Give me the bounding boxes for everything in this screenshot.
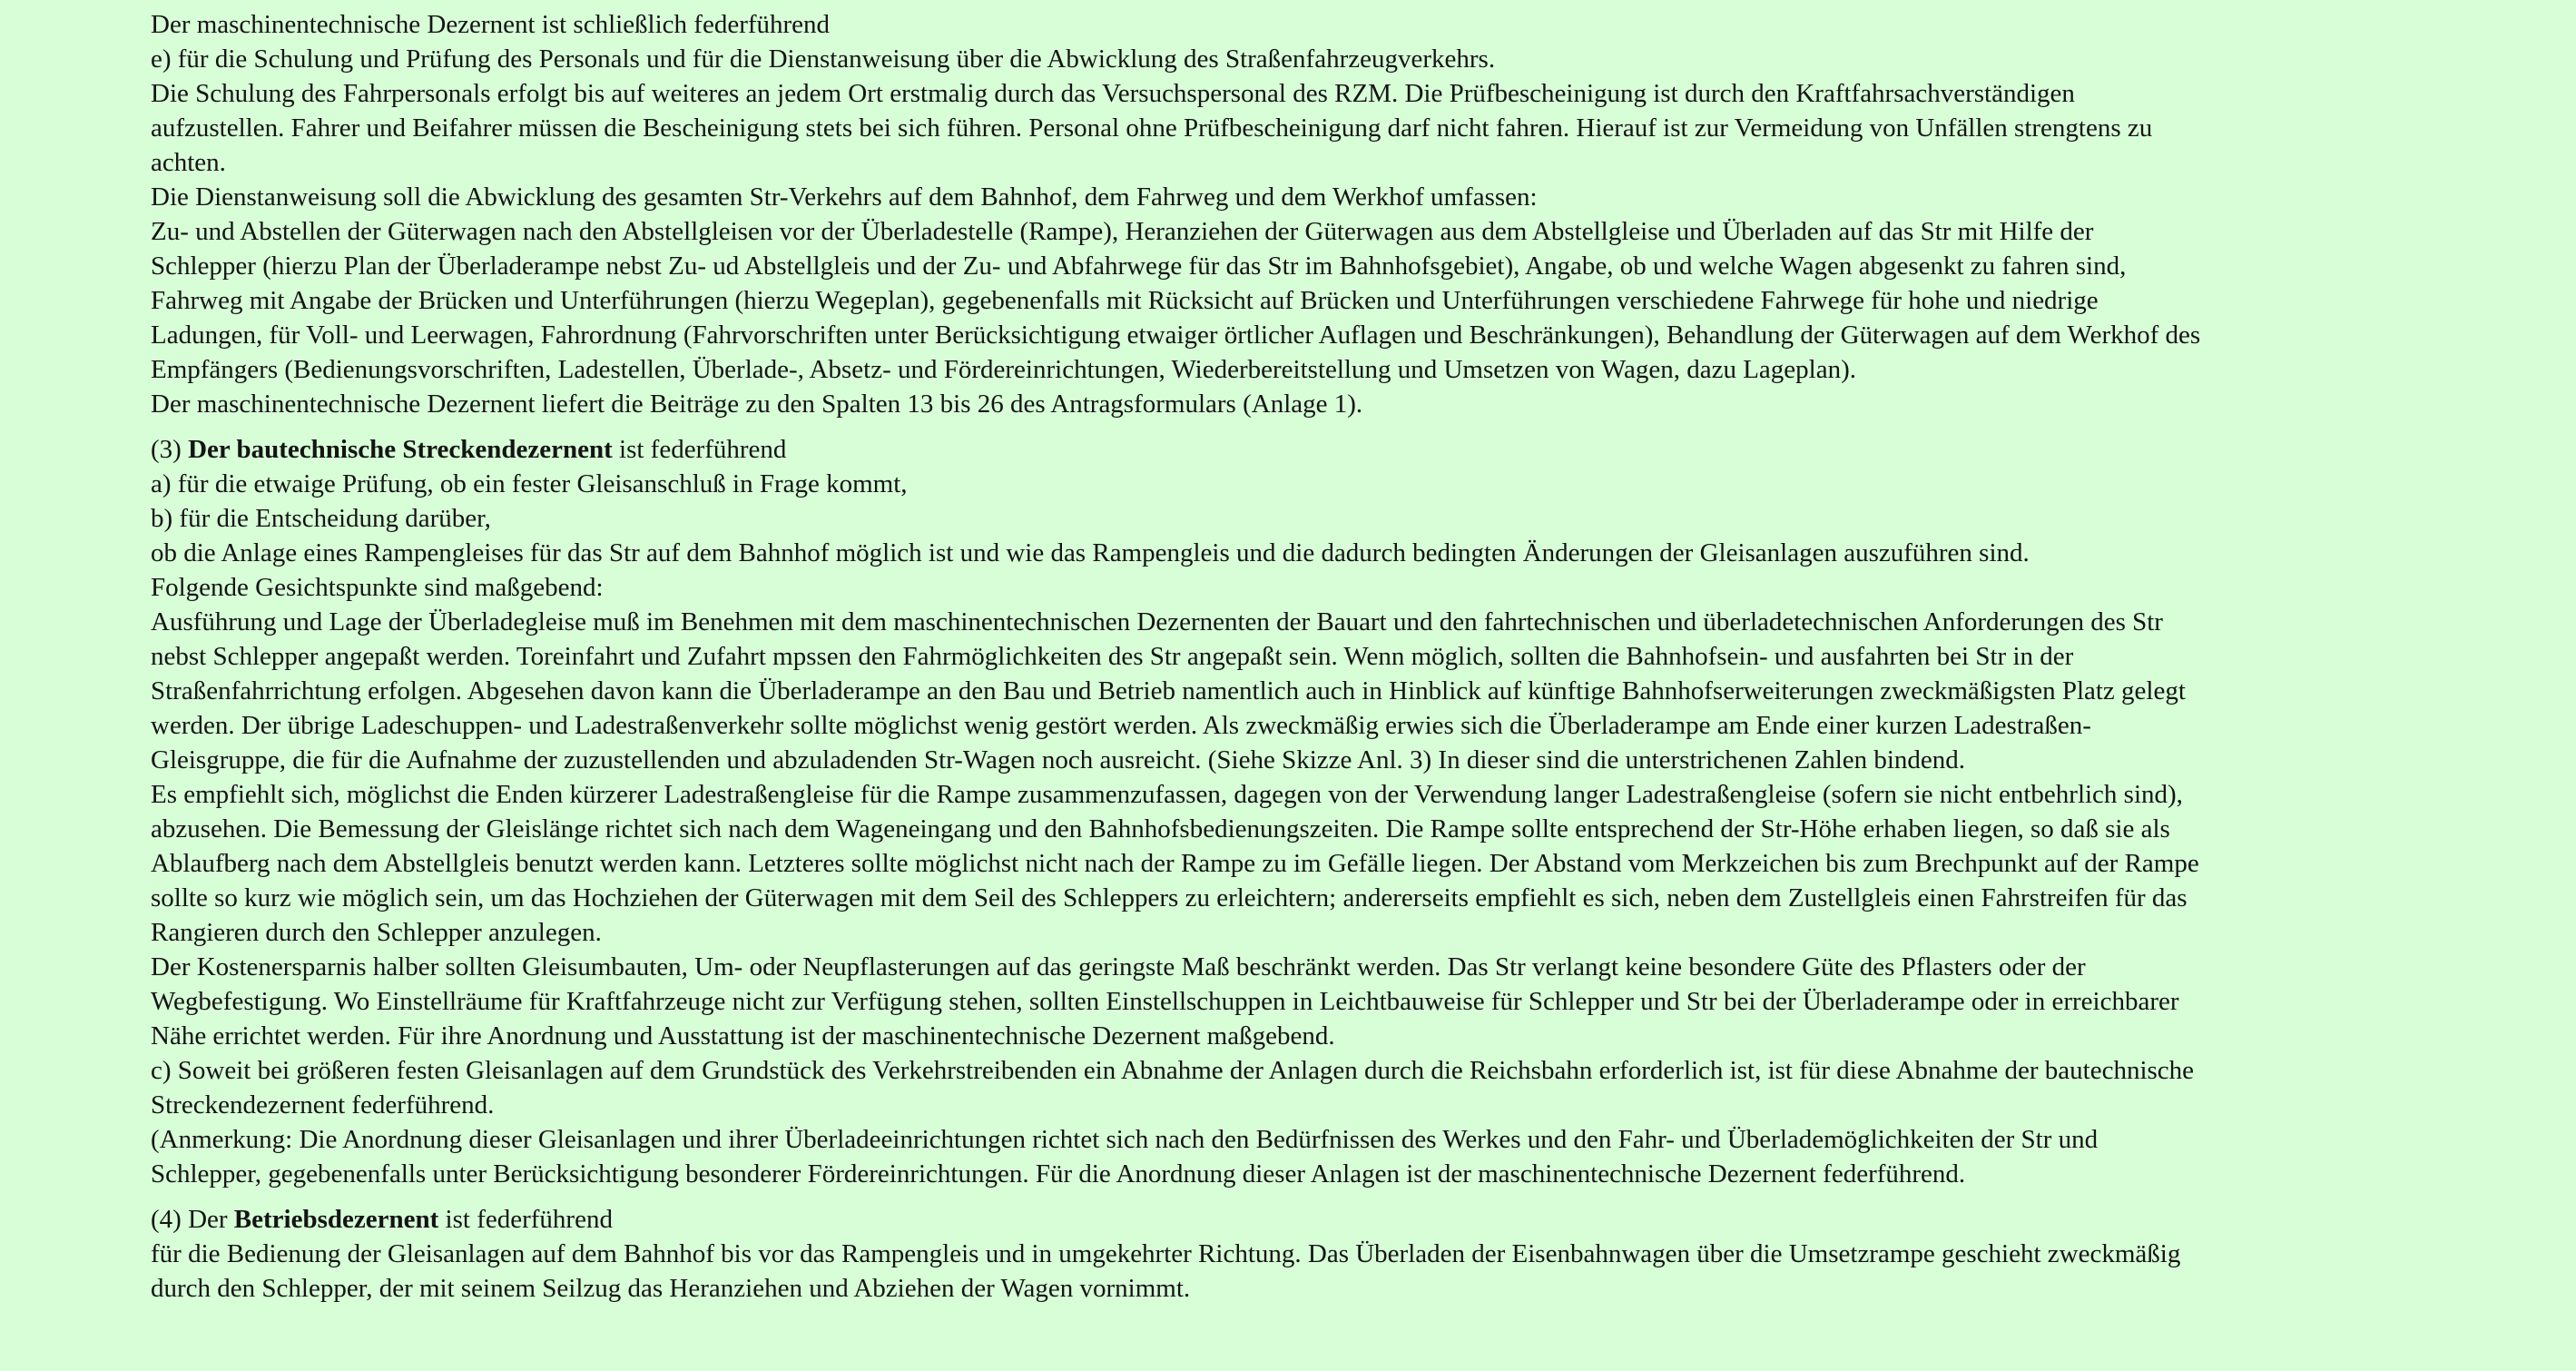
text-line: durch den Schlepper, der mit seinem Seilzug das Heranziehen und Abziehen der Wagen vornimmt. (151, 1274, 1191, 1303)
text-line: Ladungen, für Voll- und Leerwagen, Fahrordnung (Fahrvorschriften unter Berücksichtigung etwaiger örtlicher Auflagen und Beschränkungen), Behandlung der Güterwagen auf dem Werkhof des (151, 321, 2201, 350)
section-4-heading (151, 1202, 2438, 1237)
text-line: a) für die etwaige Prüfung, ob ein fester Gleisanschluß in Frage kommt, (151, 469, 908, 498)
text-line: Der maschinentechnische Dezernent liefert die Beiträge zu den Spalten 13 bis 26 des Antragsformulars (Anlage 1). (151, 390, 1363, 419)
text-line: Schlepper, gegebenenfalls unter Berücksichtigung besonderer Fördereinrichtungen. Für die Anordnung dieser Anlagen ist der maschinentechnische Dezernent federführend. (151, 1159, 1966, 1189)
text-line: Die Schulung des Fahrpersonals erfolgt bis auf weiteres an jedem Ort erstmalig durch das Versuchspersonal des RZM. Die Prüfbescheinigung ist durch den Kraftfahrsachverständigen (151, 79, 2075, 108)
text-line: Streckendezernent federführend. (151, 1090, 495, 1119)
text-line: b) für die Entscheidung darüber, (151, 504, 491, 533)
heading-bold: Betriebsdezernent (233, 1205, 439, 1234)
text-line: Straßenfahrrichtung erfolgen. Abgesehen davon kann die Überladerampe an den Bau und Betrieb namentlich auch in Hinblick auf künftige Bahnhofserweiterungen zweckmäßigsten Platz gelegt (151, 676, 2186, 705)
text-line: Folgende Gesichtspunkte sind maßgebend: (151, 573, 604, 602)
text-line: Fahrweg mit Angabe der Brücken und Unterführungen (hierzu Wegeplan), gegebenenfalls mit Rücksicht auf Brücken und Unterführungen verschiedene Fahrwege für hohe und niedrige (151, 286, 2099, 315)
text-line: ob die Anlage eines Rampengleises für das Str auf dem Bahnhof möglich ist und wie das Rampengleis und die dadurch bedingten Änderungen der Gleisanlagen auszuführen sind. (151, 538, 2030, 567)
text-line: Der Kostenersparnis halber sollten Gleisumbauten, Um- oder Neupflasterungen auf das geringste Maß beschränkt werden. Das Str verlangt keine besondere Güte des Pflasters oder der (151, 952, 2086, 981)
text-line: für die Bedienung der Gleisanlagen auf dem Bahnhof bis vor das Rampengleis und in umgekehrter Richtung. Das Überladen der Eisenbahnwagen über die Umsetzrampe geschieht zweckmäßig (151, 1239, 2181, 1268)
text-line: abzusehen. Die Bemessung der Gleislänge richtet sich nach dem Wageneingang und den Bahnhofsbedienungszeiten. Die Rampe sollte entsprechend der Str-Höhe erhaben liegen, so daß sie als (151, 814, 2170, 843)
text-line: Ablaufberg nach dem Abstellgleis benutzt werden kann. Letzteres sollte möglichst nicht nach der Rampe zu im Gefälle liegen. Der Abstand vom Merkzeichen bis zum Brechpunkt auf der Rampe (151, 849, 2199, 878)
text-line: werden. Der übrige Ladeschuppen- und Ladestraßenverkehr sollte möglichst wenig gestört werden. Als zweckmäßig erwies sich die Überladerampe am Ende einer kurzen Ladestraßen- (151, 711, 2091, 740)
document-page (151, 7, 2438, 1306)
text-line: achten. (151, 148, 226, 177)
section-4 (151, 1202, 2438, 1306)
paragraph-gap (151, 421, 2438, 432)
text-line: (Anmerkung: Die Anordnung dieser Gleisanlagen und ihrer Überladeeinrichtungen richtet sich nach den Bedürfnissen des Werkes und den Fahr- und Überlademöglichkeiten der Str und (151, 1125, 2099, 1154)
heading-bold: Der bautechnische Streckendezernent (188, 435, 613, 464)
text-line: e) für die Schulung und Prüfung des Personals und für die Dienstanweisung über die Abwicklung des Straßenfahrzeugverkehrs. (151, 44, 1496, 74)
section-2-end (151, 7, 2438, 421)
text-line: aufzustellen. Fahrer und Beifahrer müssen die Bescheinigung stets bei sich führen. Personal ohne Prüfbescheinigung darf nicht fahren. Hierauf ist zur Vermeidung von Unfällen strengtens zu (151, 113, 2153, 143)
heading-suffix: ist federführend (438, 1205, 613, 1234)
text-line: Empfängers (Bedienungsvorschriften, Ladestellen, Überlade-, Absetz- und Fördereinrichtungen, Wiederbereitstellung und Umsetzen von Wagen, dazu Lageplan). (151, 355, 1856, 384)
text-line: sollte so kurz wie möglich sein, um das Hochziehen der Güterwagen mit dem Seil des Schleppers zu erleichtern; andererseits empfiehlt es sich, neben dem Zustellgleis einen Fahrstreifen für das (151, 883, 2188, 912)
text-line: Rangieren durch den Schlepper anzulegen. (151, 918, 602, 947)
section-3 (151, 432, 2438, 1191)
text-line: Gleisgruppe, die für die Aufnahme der zuzustellenden und abzuladenden Str-Wagen noch ausreicht. (Siehe Skizze Anl. 3) In dieser sind die unterstrichenen Zahlen bindend. (151, 745, 1966, 774)
text-line: Ausführung und Lage der Überladegleise muß im Benehmen mit dem maschinentechnischen Dezernenten der Bauart und den fahrtechnischen und überladetechnischen Anforderungen des Str (151, 607, 2163, 636)
text-line: Nähe errichtet werden. Für ihre Anordnung und Ausstattung ist der maschinentechnische Dezernent maßgebend. (151, 1021, 1335, 1050)
heading-prefix: (4) Der (151, 1205, 234, 1234)
text-line: c) Soweit bei größeren festen Gleisanlagen auf dem Grundstück des Verkehrstreibenden ein Abnahme der Anlagen durch die Reichsbahn erforderlich ist, ist für diese Abnahme der bautechnische (151, 1056, 2195, 1085)
text-line: Der maschinentechnische Dezernent ist schließlich federführend (151, 10, 831, 39)
text-line: Es empfiehlt sich, möglichst die Enden kürzerer Ladestraßengleise für die Rampe zusammenzufassen, dagegen von der Verwendung langer Ladestraßengleise (sofern sie nicht entbehrlich sind), (151, 780, 2183, 809)
text-line: Wegbefestigung. Wo Einstellräume für Kraftfahrzeuge nicht zur Verfügung stehen, sollten Einstellschuppen in Leichtbauweise für Schlepper und Str bei der Überladerampe oder in erreichbarer (151, 987, 2179, 1016)
text-line: Die Dienstanweisung soll die Abwicklung des gesamten Str-Verkehrs auf dem Bahnhof, dem Fahrweg und dem Werkhof umfassen: (151, 182, 1538, 212)
section-3-heading (151, 432, 2438, 467)
heading-suffix: ist federführend (612, 435, 787, 464)
paragraph-gap (151, 1191, 2438, 1202)
text-line: nebst Schlepper angepaßt werden. Toreinfahrt und Zufahrt mpssen den Fahrmöglichkeiten des Str angepaßt sein. Wenn möglich, sollten die Bahnhofsein- und ausfahrten bei Str in der (151, 642, 2074, 671)
text-line: Zu- und Abstellen der Güterwagen nach den Abstellgleisen vor der Überladestelle (Rampe), Heranziehen der Güterwagen aus dem Abstellgleise und Überladen auf das Str mit Hilfe der (151, 217, 2094, 246)
text-line: Schlepper (hierzu Plan der Überladerampe nebst Zu- ud Abstellgleis und der Zu- und Abfahrwege für das Str im Bahnhofsgebiet), Angabe, ob und welche Wagen abgesenkt zu fahren sind, (151, 252, 2127, 281)
heading-prefix: (3) (151, 435, 189, 464)
